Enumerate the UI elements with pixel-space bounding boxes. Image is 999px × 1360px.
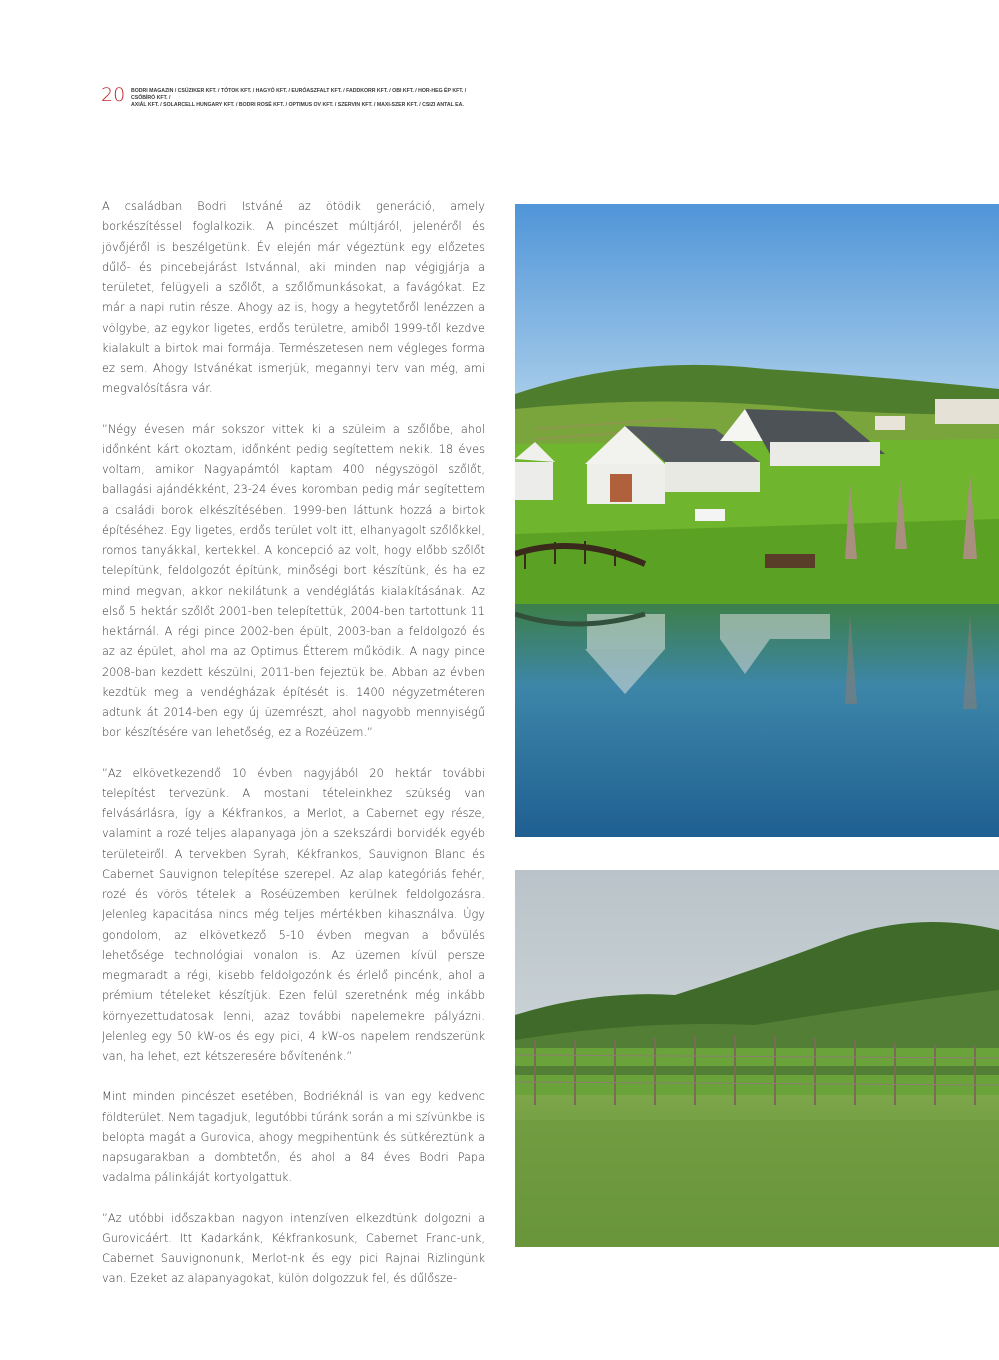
paragraph: ”Az elkövetkezendő 10 évben nagyjából 20 hektár további telepítést tervezünk. A mostani tételeinkhez szükség van felvásárlásra, így a Kékfrankos, a Merlot, a Cabernet egy része, valamint a rozé teljes alapanyaga jön a szekszárdi borvidék egyéb területeiről. A tervekben Syrah, Kékfrankos, Sauvignon Blanc és Cabernet Sauvignon telepítése szerepel. Az alap kategóriás fehér, rozé és vörös tételek a Roséüzemben kerülnek feldolgozásra. Jelenleg kapacitása nincs még teljes mértékben kihasználva. Úgy gondolom, az elkövetkező 5-10 évben megvan a bővülés lehetősége technológiai vonalon is. Az üzemen kívül persze megmaradt a régi, kisebb feldolgozónk és érlelő pincénk, ahol a prémium tételeket készítjük. Ezen felül szeretnénk még inkább környezettudatosak lenni, azaz további napelemekre pályázni. Jelenleg egy 50 kW-os és egy pici, 4 kW-os napelem rendszerünk van, ha lehet, ezt kétszeresére bővítenénk.”	[102, 766, 485, 1063]
paragraph: ”Az utóbbi időszakban nagyon intenzíven elkezdtünk dolgozni a Gurovicáért. Itt Kadarkánk, Kékfrankosunk, Cabernet Franc-unk, Cabernet Sauvignonunk, Merlot-nk és egy pici Rajnai Rizlingünk van. Ezeket az alapanyagokat, külön dolgozzuk fel, és dűlősze-	[102, 1211, 485, 1286]
article-body	[102, 197, 485, 1310]
sponsor-list	[131, 88, 491, 109]
sponsor-line: AXIÁL KFT. / SOLARCELL HUNGARY KFT. / BODRI ROSÉ KFT. / OPTIMUS OV KFT. / SZERVIN KFT. / MAXI-SZER KFT. / CSIZI ANTAL EA.	[131, 102, 464, 108]
sponsor-line: BODRI MAGAZIN / CSÚZIKER KFT. / TÓTOK KFT. / HAGYÓ KFT. / EURÓASZFALT KFT. / FADDKORR KFT. / OBI KFT. / HOR-HEG ÉP KFT. / CSŐBÍRÓ KFT. /	[131, 88, 467, 101]
paragraph: ”Négy évesen már sokszor vittek ki a szüleim a szőlőbe, ahol időnként kárt okoztam, időnként pedig segítettem nekik. 18 éves voltam, amikor Nagyapámtól kaptam 400 négyszögöl szőlőt, ballagási ajándékként, 23-24 éves koromban pedig már segítettem a családi borok elkészítésében. 1999-ben láttunk hozzá a birtok építéséhez. Egy ligetes, erdős terület volt itt, elhanyagolt szőlőkkel, romos tanyákkal, kertekkel. A koncepció az volt, hogy előbb szőlőt telepítünk, feldolgozót építünk, minőségi bort készítünk, és ha ez mind megvan, akkor nekilátunk a vendéglátás kialakításának. Az első 5 hektár szőlőt 2001-ben telepítettük, 2004-ben tartottunk 11 hektárnál. A régi pince 2002-ben épült, 2003-ban a feldolgozó és az az épület, ahol ma az Optimus Étterem működik. A nagy pince 2008-ban kezdett készülni, 2011-ben fejeztük be. Abban az évben kezdtük meg a vendégházak építését is. 1400 négyzetméteren adtunk át 2014-ben egy új üzemrészt, ahol nagyobb mennyiségű bor készítésére van lehetőség, ez a Rozéüzem.”	[102, 422, 485, 740]
paragraph: A családban Bodri Istváné az ötödik generáció, amely borkészítéssel foglalkozik. A pincészet múltjáról, jelenéről és jövőjéről is beszélgetünk. Év elején már végeztünk egy előzetes dűlő- és pincebejárást Istvánnal, aki minden nap végigjárja a területet, felügyeli a szőlőt, a szőlőmunkásokat, a favágókat. Ez már a napi rutin része. Ahogy az is, hogy a hegytetőről lenézzen a völgybe, az egykor ligetes, erdős területre, amiből 1999-től kezdve kialakult a birtok mai formája. Természetesen nem végleges forma ez sem. Ahogy Istvánékat ismerjük, megannyi terv van még, ami megvalósításra vár.	[102, 200, 485, 396]
winery-lake-photo	[515, 204, 999, 837]
paragraph: Mint minden pincészet esetében, Bodriéknál is van egy kedvenc földterület. Nem tagadjuk, legutóbbi túránk során a mi szívünkbe is belopta magát a Gurovica, ahogy megpihentünk és sütkéreztünk a napsugarakban a dombtetőn, és ahol a 84 éves Bodri Papa vadalma pálinkáját kortyolgattuk.	[102, 1090, 485, 1185]
vineyard-photo	[515, 870, 999, 1247]
page-number: 20	[101, 84, 126, 106]
